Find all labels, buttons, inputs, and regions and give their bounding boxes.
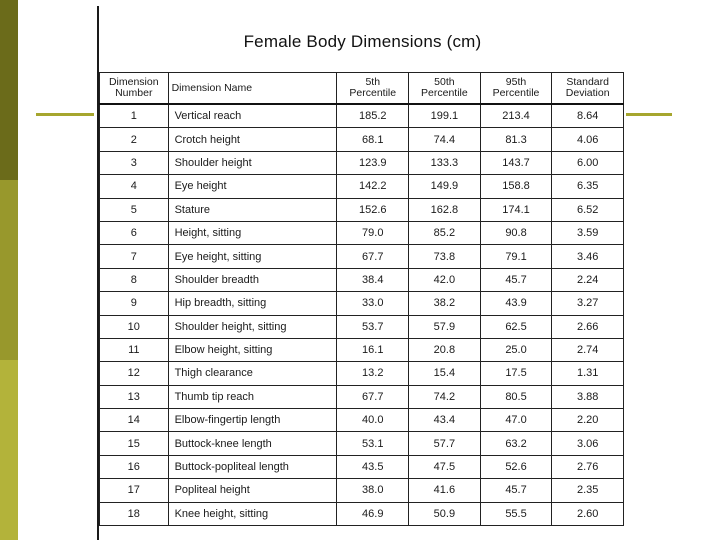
cell-number: 12 — [100, 362, 169, 385]
cell-standard-deviation: 6.35 — [552, 175, 624, 198]
cell-50th-percentile: 20.8 — [409, 338, 481, 361]
cell-50th-percentile: 133.3 — [409, 151, 481, 174]
header-standard-deviation — [552, 73, 624, 105]
cell-5th-percentile: 46.9 — [337, 502, 409, 525]
cell-standard-deviation: 2.74 — [552, 338, 624, 361]
cell-95th-percentile: 79.1 — [480, 245, 552, 268]
cell-number: 11 — [100, 338, 169, 361]
cell-standard-deviation: 2.76 — [552, 455, 624, 478]
header-number-line1: Dimension — [108, 76, 159, 88]
cell-5th-percentile: 38.4 — [337, 268, 409, 291]
cell-number: 14 — [100, 409, 169, 432]
cell-50th-percentile: 42.0 — [409, 268, 481, 291]
cell-95th-percentile: 62.5 — [480, 315, 552, 338]
decorative-rule-left — [36, 113, 94, 116]
header-50th-percentile — [409, 73, 481, 105]
cell-5th-percentile: 53.1 — [337, 432, 409, 455]
cell-5th-percentile: 13.2 — [337, 362, 409, 385]
cell-name: Eye height, sitting — [168, 245, 337, 268]
cell-standard-deviation: 3.46 — [552, 245, 624, 268]
cell-95th-percentile: 45.7 — [480, 268, 552, 291]
cell-number: 10 — [100, 315, 169, 338]
cell-number: 9 — [100, 292, 169, 315]
cell-name: Elbow-fingertip length — [168, 409, 337, 432]
cell-5th-percentile: 16.1 — [337, 338, 409, 361]
cell-name: Stature — [168, 198, 337, 221]
cell-5th-percentile: 67.7 — [337, 245, 409, 268]
header-5th-percentile — [337, 73, 409, 105]
cell-5th-percentile: 40.0 — [337, 409, 409, 432]
decorative-rule-right — [626, 113, 672, 116]
table-row — [100, 432, 624, 455]
cell-standard-deviation: 3.27 — [552, 292, 624, 315]
cell-standard-deviation: 2.66 — [552, 315, 624, 338]
cell-name: Vertical reach — [168, 104, 337, 128]
cell-standard-deviation: 2.24 — [552, 268, 624, 291]
table-row — [100, 104, 624, 128]
cell-95th-percentile: 80.5 — [480, 385, 552, 408]
table-row — [100, 245, 624, 268]
cell-95th-percentile: 43.9 — [480, 292, 552, 315]
cell-number: 16 — [100, 455, 169, 478]
cell-name: Buttock-knee length — [168, 432, 337, 455]
table-row — [100, 409, 624, 432]
cell-standard-deviation: 3.88 — [552, 385, 624, 408]
cell-50th-percentile: 162.8 — [409, 198, 481, 221]
cell-standard-deviation: 3.59 — [552, 221, 624, 244]
cell-5th-percentile: 142.2 — [337, 175, 409, 198]
table-header-row — [100, 73, 624, 105]
cell-95th-percentile: 45.7 — [480, 479, 552, 502]
cell-5th-percentile: 152.6 — [337, 198, 409, 221]
header-dimension-number — [100, 73, 169, 105]
cell-number: 1 — [100, 104, 169, 128]
cell-name: Shoulder breadth — [168, 268, 337, 291]
table-row — [100, 221, 624, 244]
cell-95th-percentile: 81.3 — [480, 128, 552, 151]
table-row — [100, 151, 624, 174]
header-dimension-name: Dimension Name — [168, 73, 337, 105]
header-sd-line2: Deviation — [565, 87, 610, 99]
cell-95th-percentile: 158.8 — [480, 175, 552, 198]
cell-5th-percentile: 53.7 — [337, 315, 409, 338]
cell-name: Popliteal height — [168, 479, 337, 502]
table-row — [100, 362, 624, 385]
table-row — [100, 315, 624, 338]
cell-5th-percentile: 33.0 — [337, 292, 409, 315]
header-95th-percentile — [480, 73, 552, 105]
cell-95th-percentile: 17.5 — [480, 362, 552, 385]
cell-50th-percentile: 74.4 — [409, 128, 481, 151]
table-row — [100, 338, 624, 361]
cell-number: 5 — [100, 198, 169, 221]
cell-standard-deviation: 6.00 — [552, 151, 624, 174]
cell-50th-percentile: 74.2 — [409, 385, 481, 408]
scanned-table-page — [97, 6, 626, 540]
cell-standard-deviation: 2.20 — [552, 409, 624, 432]
table-row — [100, 385, 624, 408]
table-title: Female Body Dimensions (cm) — [243, 32, 482, 51]
header-p95-line2: Percentile — [492, 87, 540, 99]
cell-name: Thumb tip reach — [168, 385, 337, 408]
cell-number: 15 — [100, 432, 169, 455]
cell-name: Shoulder height, sitting — [168, 315, 337, 338]
table-row — [100, 502, 624, 525]
table-row — [100, 268, 624, 291]
cell-standard-deviation: 6.52 — [552, 198, 624, 221]
cell-name: Elbow height, sitting — [168, 338, 337, 361]
cell-5th-percentile: 68.1 — [337, 128, 409, 151]
cell-5th-percentile: 67.7 — [337, 385, 409, 408]
table-row — [100, 198, 624, 221]
cell-95th-percentile: 63.2 — [480, 432, 552, 455]
cell-50th-percentile: 149.9 — [409, 175, 481, 198]
cell-standard-deviation: 8.64 — [552, 104, 624, 128]
cell-number: 3 — [100, 151, 169, 174]
cell-50th-percentile: 38.2 — [409, 292, 481, 315]
table-row — [100, 455, 624, 478]
cell-50th-percentile: 15.4 — [409, 362, 481, 385]
cell-50th-percentile: 41.6 — [409, 479, 481, 502]
header-p5-line1: 5th — [365, 76, 381, 88]
cell-50th-percentile: 85.2 — [409, 221, 481, 244]
cell-50th-percentile: 50.9 — [409, 502, 481, 525]
cell-number: 7 — [100, 245, 169, 268]
cell-standard-deviation: 2.60 — [552, 502, 624, 525]
cell-name: Crotch height — [168, 128, 337, 151]
cell-95th-percentile: 213.4 — [480, 104, 552, 128]
cell-5th-percentile: 38.0 — [337, 479, 409, 502]
cell-50th-percentile: 57.7 — [409, 432, 481, 455]
header-number-line2: Number — [115, 87, 153, 99]
body-dimensions-table — [99, 72, 624, 526]
cell-95th-percentile: 47.0 — [480, 409, 552, 432]
cell-50th-percentile: 199.1 — [409, 104, 481, 128]
cell-number: 8 — [100, 268, 169, 291]
cell-50th-percentile: 43.4 — [409, 409, 481, 432]
header-sd-line1: Standard — [566, 76, 609, 88]
cell-name: Height, sitting — [168, 221, 337, 244]
cell-5th-percentile: 185.2 — [337, 104, 409, 128]
cell-5th-percentile: 79.0 — [337, 221, 409, 244]
cell-standard-deviation: 3.06 — [552, 432, 624, 455]
cell-name: Knee height, sitting — [168, 502, 337, 525]
cell-standard-deviation: 2.35 — [552, 479, 624, 502]
header-p95-line1: 95th — [505, 76, 527, 88]
cell-number: 2 — [100, 128, 169, 151]
table-row — [100, 479, 624, 502]
cell-95th-percentile: 25.0 — [480, 338, 552, 361]
sidebar-accent-light — [0, 360, 18, 540]
table-row — [100, 175, 624, 198]
cell-name: Hip breadth, sitting — [168, 292, 337, 315]
cell-50th-percentile: 73.8 — [409, 245, 481, 268]
table-row — [100, 128, 624, 151]
header-p50-line2: Percentile — [421, 87, 468, 99]
cell-name: Thigh clearance — [168, 362, 337, 385]
cell-5th-percentile: 123.9 — [337, 151, 409, 174]
cell-50th-percentile: 57.9 — [409, 315, 481, 338]
table-row — [100, 292, 624, 315]
cell-name: Eye height — [168, 175, 337, 198]
cell-5th-percentile: 43.5 — [337, 455, 409, 478]
cell-95th-percentile: 90.8 — [480, 221, 552, 244]
cell-95th-percentile: 174.1 — [480, 198, 552, 221]
cell-number: 6 — [100, 221, 169, 244]
cell-95th-percentile: 143.7 — [480, 151, 552, 174]
cell-number: 17 — [100, 479, 169, 502]
cell-50th-percentile: 47.5 — [409, 455, 481, 478]
cell-number: 13 — [100, 385, 169, 408]
cell-name: Buttock-popliteal length — [168, 455, 337, 478]
sidebar-accent-dark — [0, 0, 18, 180]
cell-95th-percentile: 55.5 — [480, 502, 552, 525]
header-p50-line1: 50th — [434, 76, 455, 88]
cell-standard-deviation: 4.06 — [552, 128, 624, 151]
header-p5-line2: Percentile — [349, 87, 397, 99]
cell-standard-deviation: 1.31 — [552, 362, 624, 385]
sidebar-accent-mid — [0, 180, 18, 360]
cell-number: 18 — [100, 502, 169, 525]
cell-95th-percentile: 52.6 — [480, 455, 552, 478]
cell-name: Shoulder height — [168, 151, 337, 174]
cell-number: 4 — [100, 175, 169, 198]
